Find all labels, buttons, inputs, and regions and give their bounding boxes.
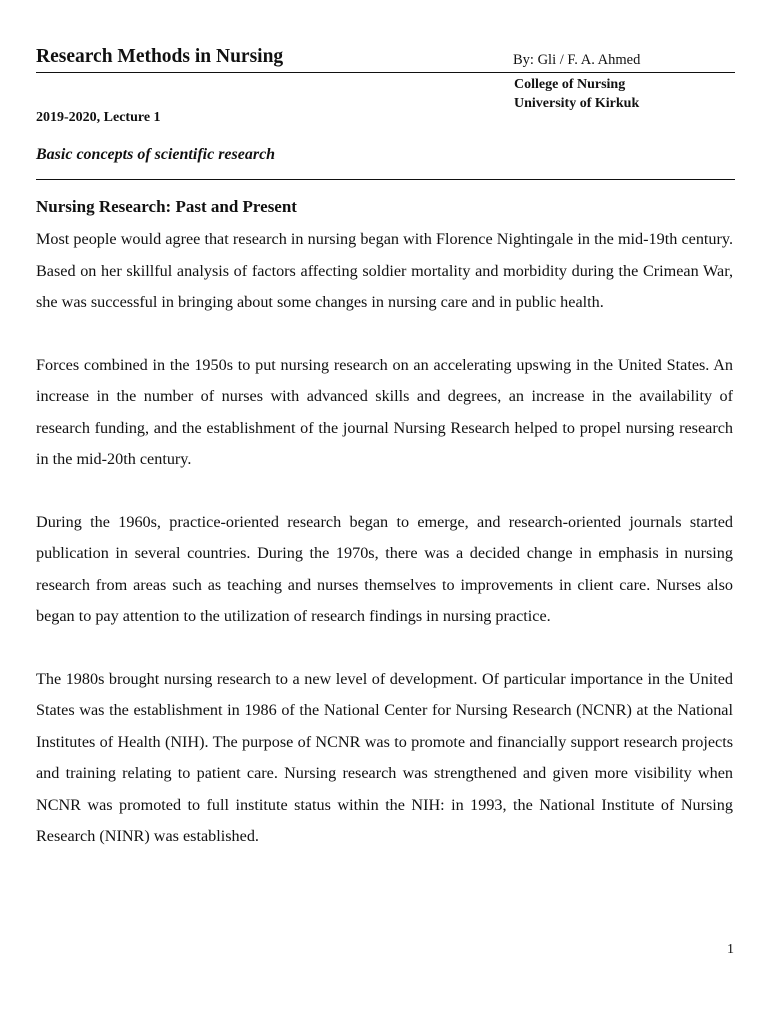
section-heading: Nursing Research: Past and Present	[36, 197, 297, 216]
paragraph: Most people would agree that research in nursing began with Florence Nightingale in the mid-19th century. Based on her skillful analysis of factors affecting soldier mortality and morbidity during the Crimean War, she was successful in bringing about some changes in nursing care and in public health.	[36, 230, 733, 311]
author-credit: By: Gli / F. A. Ahmed	[513, 52, 641, 68]
paragraph: During the 1960s, practice-oriented research began to emerge, and research-oriented journals started publication in several countries. During the 1970s, there was a decided change in emphasis in nursing research from areas such as teaching and nurses themselves to improvements in client care. Nurses also began to pay attention to the utilization of research findings in nursing practice.	[36, 512, 733, 625]
lecture-subtitle: Basic concepts of scientific research	[36, 146, 276, 163]
paragraph: Forces combined in the 1950s to put nursing research on an accelerating upswing in the United States. An increase in the number of nurses with advanced skills and degrees, an increase in the availability of research funding, and the establishment of the journal Nursing Research helped to propel nursing research in the mid-20th century.	[36, 355, 733, 468]
college-name: College of Nursing	[514, 77, 626, 92]
paragraph: The 1980s brought nursing research to a new level of development. Of particular importance in the United States was the establishment in 1986 of the National Center for Nursing Research (NCNR) at the National Institutes of Health (NIH). The purpose of NCNR was to promote and financially support research projects and training relating to patient care. Nursing research was strengthened and given more visibility when NCNR was promoted to full institute status within the NIH: in 1993, the National Institute of Nursing Research (NINR) was established.	[36, 669, 733, 845]
page-number: 1	[727, 942, 734, 957]
section-body	[36, 224, 733, 884]
course-title: Research Methods in Nursing	[36, 46, 284, 67]
affiliation	[514, 75, 639, 113]
lecture-info: 2019-2020, Lecture 1	[36, 110, 161, 125]
subtitle-divider	[36, 179, 735, 180]
university-name: University of Kirkuk	[514, 96, 640, 111]
header-divider	[36, 72, 735, 73]
